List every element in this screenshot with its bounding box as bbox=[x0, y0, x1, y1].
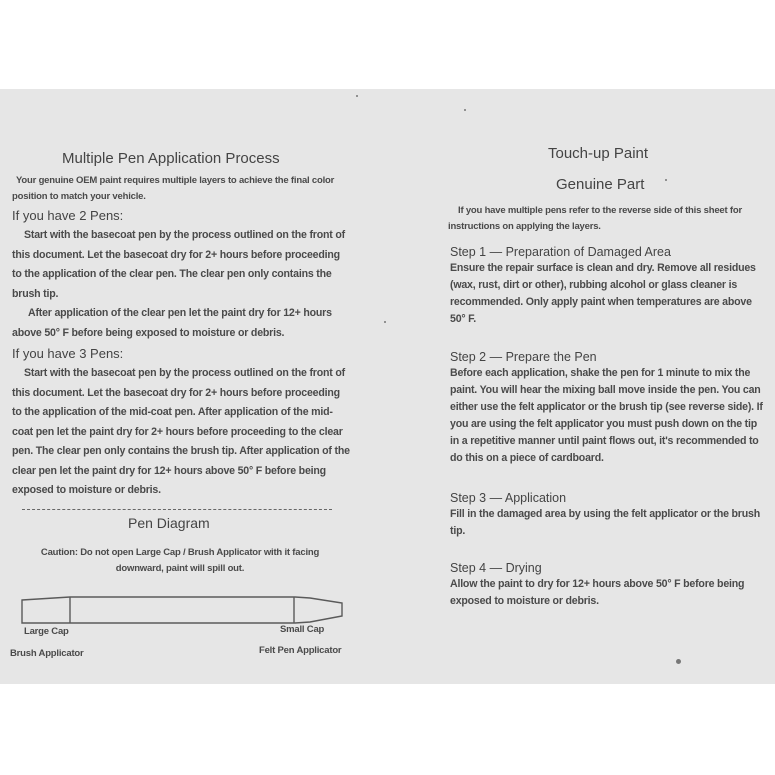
brush-applicator-label: Brush Applicator bbox=[10, 648, 84, 659]
two-pens-text-2: After application of the clear pen let the paint dry for 12+ hours above 50° F before being exposed to moisture or debris. bbox=[12, 307, 332, 339]
step-4 bbox=[450, 561, 765, 610]
pen-diagram-title: Pen Diagram bbox=[128, 515, 210, 531]
step-4-heading: Step 4 — Drying bbox=[450, 561, 542, 575]
felt-applicator-label: Felt Pen Applicator bbox=[259, 645, 342, 656]
three-pens-heading: If you have 3 Pens: bbox=[12, 346, 124, 361]
step-2-text: Before each application, shake the pen for 1 minute to mix the paint. You will hear the mixing ball move inside the pen. You can either use the felt applicator or the brush tip (see reverse side). If you are using the felt applicator you must push down on the tip in a repetitive manner until paint flows out, it's recommended to do this on a piece of cardboard. bbox=[450, 367, 763, 464]
speck bbox=[384, 321, 386, 323]
caution-text: Caution: Do not open Large Cap / Brush Applicator with it facing downward, paint will spill out. bbox=[40, 547, 320, 574]
right-intro: If you have multiple pens refer to the reverse side of this sheet for instructions on applying the layers. bbox=[448, 205, 742, 232]
speck bbox=[676, 659, 681, 664]
three-pens-text: Start with the basecoat pen by the process outlined on the front of this document. Let the basecoat dry for 2+ hours before proceeding to the application of the mid-coat pen. After application of the mid-coat pen let the paint dry for 2+ hours before proceeding to the clear pen. The clear pen only contains the brush tip. After application of the clear pen let the paint dry for 12+ hours above 50° F before being exposed to moisture or debris. bbox=[12, 367, 350, 496]
step-4-text: Allow the paint to dry for 12+ hours above 50° F before being exposed to moisture or debris. bbox=[450, 578, 745, 607]
dashed-divider bbox=[22, 509, 332, 510]
two-pens-para1 bbox=[12, 226, 352, 343]
step-1 bbox=[450, 245, 765, 328]
two-pens-heading: If you have 2 Pens: bbox=[12, 208, 124, 223]
step-1-heading: Step 1 — Preparation of Damaged Area bbox=[450, 245, 671, 259]
speck bbox=[665, 179, 667, 181]
step-2 bbox=[450, 350, 765, 467]
small-cap-label: Small Cap bbox=[280, 624, 325, 635]
left-title: Multiple Pen Application Process bbox=[62, 150, 280, 167]
step-3-text: Fill in the damaged area by using the felt applicator or the brush tip. bbox=[450, 508, 760, 537]
right-title: Touch-up Paint bbox=[548, 145, 649, 162]
large-cap-label: Large Cap bbox=[24, 626, 69, 637]
right-subtitle: Genuine Part bbox=[556, 176, 645, 193]
three-pens-para bbox=[12, 364, 352, 501]
step-1-text: Ensure the repair surface is clean and dry. Remove all residues (wax, rust, dirt or other), rubbing alcohol or glass cleaner is recommended. Only apply paint when temperatures are above 50° F. bbox=[450, 262, 756, 325]
left-intro: Your genuine OEM paint requires multiple layers to achieve the final color position to match your vehicle. bbox=[12, 175, 335, 202]
two-pens-text-1: Start with the basecoat pen by the process outlined on the front of this document. Let the basecoat dry for 2+ hours before proceeding to the application of the clear pen. The clear pen only contains the brush tip. bbox=[12, 229, 345, 300]
step-3-heading: Step 3 — Application bbox=[450, 491, 567, 505]
step-2-heading: Step 2 — Prepare the Pen bbox=[450, 350, 597, 364]
speck bbox=[356, 95, 358, 97]
step-3 bbox=[450, 491, 765, 540]
speck bbox=[464, 109, 466, 111]
